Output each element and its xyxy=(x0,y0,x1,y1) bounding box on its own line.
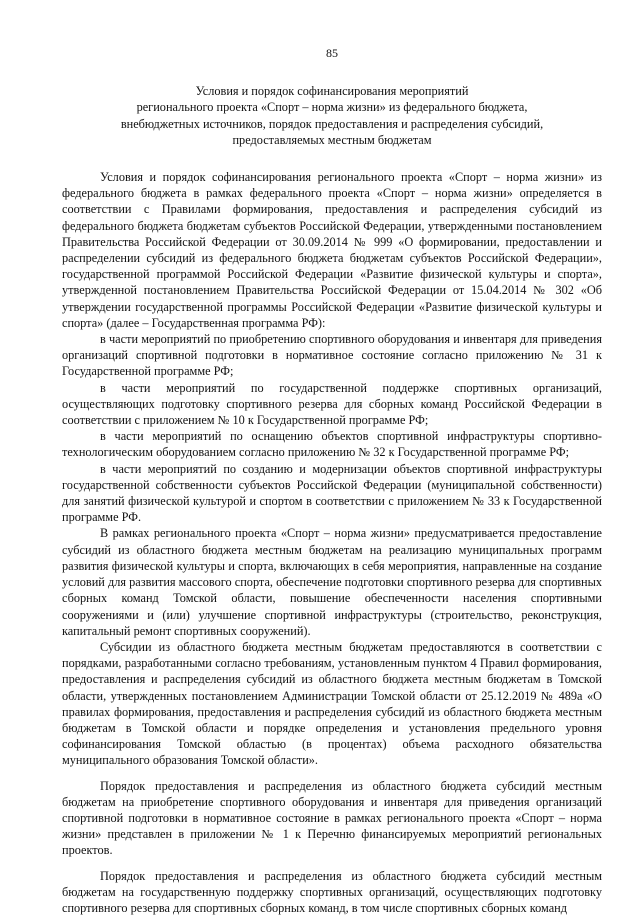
paragraph-item-equipment: в части мероприятий по приобретению спортивного оборудования и инвентаря для приведения организаций спортивной подготовки в нормативное состояние согласно приложению № 31 к Государственной программе РФ; xyxy=(62,332,602,379)
heading-line: предоставляемых местным бюджетам xyxy=(232,132,432,147)
paragraph-intro: Условия и порядок софинансирования регионального проекта «Спорт – норма жизни» из федерального бюджета в рамках федерального проекта «Спорт – норма жизни» определяется в соответствии с Правилами формирования, предоставления и распределения субсидий из федерального бюджета бюджетам субъектов Российской Федерации, утвержденными постановлением Правительства Российской Федерации от 30.09.2014 № 999 «О формировании, предоставлении и распределении субсидий из федерального бюджета бюджетам субъектов Российской Федерации», государственной программой Российской Федерации «Развитие физической культуры и спорта», утвержденной постановлением Правительства Российской Федерации от 15.04.2014 № 302 «Об утверждении государственной программы Российской Федерации «Развитие физической культуры и спорта» (далее – Государственная программа РФ): xyxy=(62,170,602,330)
body-text xyxy=(62,169,602,916)
page-number: 85 xyxy=(326,46,338,60)
paragraph-item-construction: в части мероприятий по созданию и модернизации объектов спортивной инфраструктуры государственной собственности субъектов Российской Федерации (муниципальной собственности) для занятий физической культурой и спортом в соответствии с приложением № 33 к Государственной программе РФ. xyxy=(62,461,602,525)
paragraph-regional-project: В рамках регионального проекта «Спорт – норма жизни» предусматривается предоставление субсидий из областного бюджета местным бюджетам на реализацию муниципальных программ развития физической культуры и спорта, включающих в себя мероприятия, направленные на создание условий для развития массового спорта, обеспечение подготовки спортивного резерва для спортивных сборных команд Томской области, повышение обеспеченности населения спортивными сооружениями и (или) улучшение спортивной инфраструктуры (строительство, реконструкция, капитальный ремонт спортивных сооружений). xyxy=(62,526,602,638)
paragraph-procedure-support: Порядок предоставления и распределения из областного бюджета субсидий местным бюджетам на государственную поддержку спортивных организаций, осуществляющих подготовку спортивного резерва для спортивных сборных команд, в том числе спортивных сборных команд xyxy=(62,868,602,915)
paragraph-item-outfitting: в части мероприятий по оснащению объектов спортивной инфраструктуры спортивно-технологическим оборудованием согласно приложению № 32 к Государственной программе РФ; xyxy=(62,429,602,460)
heading-line: внебюджетных источников, порядок предоставления и распределения субсидий, xyxy=(120,116,544,131)
paragraph-subsidies: Субсидии из областного бюджета местным бюджетам предоставляются в соответствии с порядками, разработанными согласно требованиям, установленным пунктом 4 Правил формирования, предоставления и распределения субсидий из областного бюджета местным бюджетам в Томской области, утвержденных постановлением Администрации Томской области от 25.12.2019 № 489а «О правилах формирования, предоставления и распределения субсидий из областного бюджета местным бюджетам в Томской области и порядке определения и установления предельного уровня софинансирования Томской областью (в процентах) объема расходного обязательства муниципального образования Томской области». xyxy=(62,639,602,768)
paragraph-item-support: в части мероприятий по государственной поддержке спортивных организаций, осуществляющих подготовку спортивного резерва для сборных команд Российской Федерации в соответствии с приложением № 10 к Государственной программе РФ; xyxy=(62,380,602,428)
paragraph-procedure-equipment: Порядок предоставления и распределения из областного бюджета субсидий местным бюджетам на приобретение спортивного оборудования и инвентаря для приведения организаций спортивной подготовки в нормативное состояние в рамках регионального проекта «Спорт – норма жизни» представлен в приложении № 1 к Перечню финансируемых мероприятий региональных проектов. xyxy=(62,778,602,858)
heading-line: Условия и порядок софинансирования мероприятий xyxy=(195,84,469,99)
heading-line: регионального проекта «Спорт – норма жизни» из федерального бюджета, xyxy=(136,100,528,115)
section-heading xyxy=(62,83,602,148)
